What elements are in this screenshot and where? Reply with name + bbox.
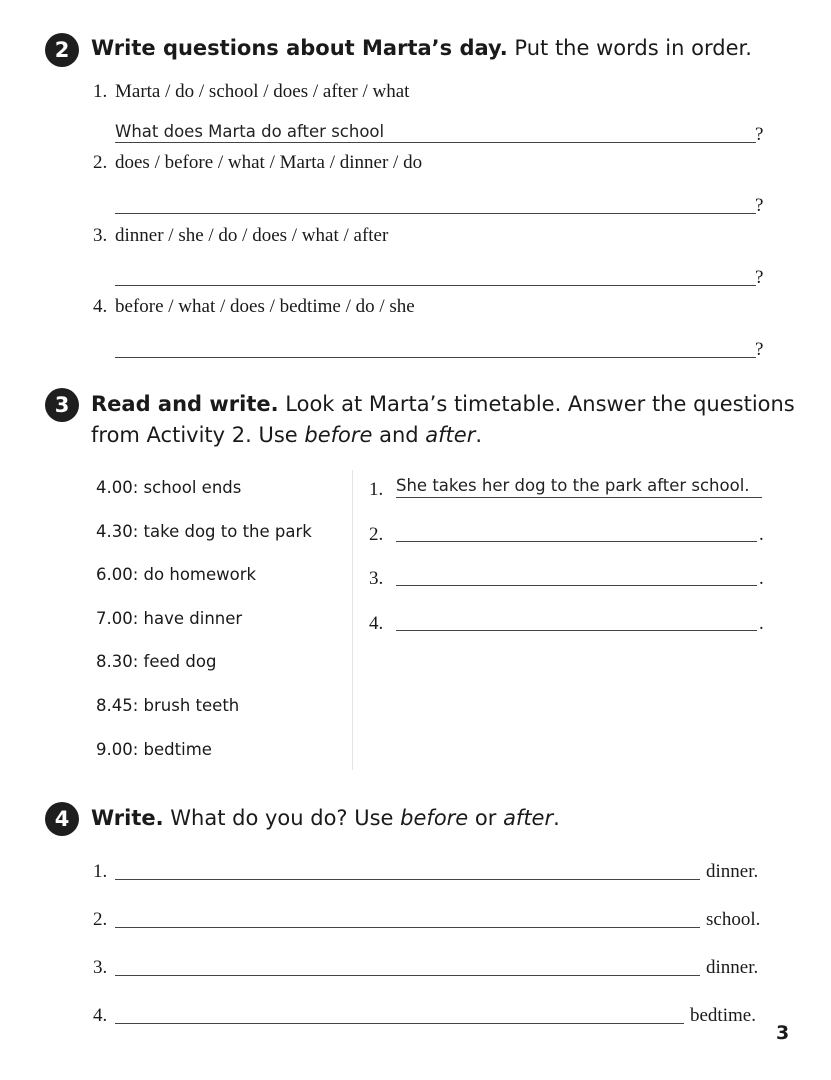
a2-item-1-number: 1.	[93, 81, 108, 102]
a2-item-2-question-mark: ?	[755, 195, 764, 216]
activity-3-title-rest: Look at Marta’s timetable. Answer the questions	[278, 392, 795, 416]
a2-item-1-question-mark: ?	[755, 124, 764, 145]
a4-item-3-number: 3.	[93, 957, 108, 978]
activity-3-title-line2-c: .	[475, 423, 483, 447]
a2-item-4-question-mark: ?	[755, 339, 764, 360]
activity-3-title-bold: Read and write.	[91, 392, 279, 416]
a2-item-4-prompt: before / what / does / bedtime / do / she	[115, 296, 415, 317]
activity-2-title-bold: Write questions about Marta’s day.	[91, 36, 508, 60]
a4-item-1-suffix: dinner.	[706, 861, 759, 882]
a4-item-4-suffix: bedtime.	[690, 1005, 756, 1026]
activity-4-title-bold: Write.	[91, 806, 164, 830]
activity-4-title-end: .	[553, 806, 560, 830]
activity-3-title-line2-a: from Activity 2. Use	[91, 423, 305, 447]
a2-item-1-answer[interactable]: What does Marta do after school	[115, 122, 385, 141]
activity-4-title-before: before	[400, 806, 469, 830]
a3-answer-3-line[interactable]	[396, 585, 757, 586]
a2-item-3-answer-line[interactable]	[115, 285, 756, 286]
a2-item-3-question-mark: ?	[755, 267, 764, 288]
activity-3-title-before: before	[304, 423, 373, 447]
a3-answer-2-full-stop: .	[759, 524, 764, 545]
a2-item-4-answer-line[interactable]	[115, 357, 756, 358]
timetable-divider	[352, 470, 353, 770]
a4-item-1-line[interactable]	[115, 879, 700, 880]
activity-3-heading-line-2	[91, 420, 482, 451]
activity-4-number-badge: 4	[45, 802, 79, 836]
activity-4-heading	[91, 803, 560, 834]
a3-answer-3-full-stop: .	[759, 568, 764, 589]
timetable-entry-7: 9.00: bedtime	[96, 740, 212, 759]
a2-item-3-number: 3.	[93, 225, 108, 246]
a4-item-3-suffix: dinner.	[706, 957, 759, 978]
a3-answer-4-line[interactable]	[396, 630, 757, 631]
a2-item-1-prompt: Marta / do / school / does / after / what	[115, 81, 410, 102]
timetable-entry-5: 8.30: feed dog	[96, 652, 217, 671]
a2-item-2-answer-line[interactable]	[115, 213, 756, 214]
activity-2-title-rest: Put the words in order.	[507, 36, 752, 60]
a4-item-4-number: 4.	[93, 1005, 108, 1026]
a3-answer-3-number: 3.	[369, 568, 384, 589]
a4-item-3-line[interactable]	[115, 975, 700, 976]
a3-answer-4-number: 4.	[369, 613, 384, 634]
a4-item-2-line[interactable]	[115, 927, 700, 928]
timetable-entry-4: 7.00: have dinner	[96, 609, 243, 628]
a4-item-4-line[interactable]	[115, 1023, 684, 1024]
activity-4-title-after: after	[503, 806, 554, 830]
a3-answer-1-text[interactable]: She takes her dog to the park after school.	[396, 476, 750, 495]
a4-item-1-number: 1.	[93, 861, 108, 882]
timetable-entry-2: 4.30: take dog to the park	[96, 522, 312, 541]
a2-item-2-number: 2.	[93, 152, 108, 173]
a3-answer-4-full-stop: .	[759, 613, 764, 634]
activity-2-heading	[91, 33, 752, 64]
a4-item-2-number: 2.	[93, 909, 108, 930]
a4-item-2-suffix: school.	[706, 909, 761, 930]
activity-2-number-badge: 2	[45, 33, 79, 67]
timetable-entry-3: 6.00: do homework	[96, 565, 257, 584]
a2-item-1-answer-line[interactable]	[115, 142, 756, 143]
a3-answer-1-number: 1.	[369, 479, 384, 500]
a2-item-2-prompt: does / before / what / Marta / dinner / do	[115, 152, 423, 173]
activity-4-title-or: or	[468, 806, 504, 830]
timetable-entry-6: 8.45: brush teeth	[96, 696, 240, 715]
activity-3-title-line2-b: and	[372, 423, 426, 447]
a3-answer-2-number: 2.	[369, 524, 384, 545]
timetable-entry-1: 4.00: school ends	[96, 478, 242, 497]
page-number: 3	[776, 1022, 790, 1044]
activity-4-title-rest: What do you do? Use	[163, 806, 401, 830]
a3-answer-1-line[interactable]	[396, 497, 762, 498]
activity-3-heading-line-1	[91, 389, 795, 420]
activity-3-number-badge: 3	[45, 388, 79, 422]
a2-item-4-number: 4.	[93, 296, 108, 317]
a2-item-3-prompt: dinner / she / do / does / what / after	[115, 225, 389, 246]
a3-answer-2-line[interactable]	[396, 541, 757, 542]
activity-3-title-after: after	[425, 423, 476, 447]
